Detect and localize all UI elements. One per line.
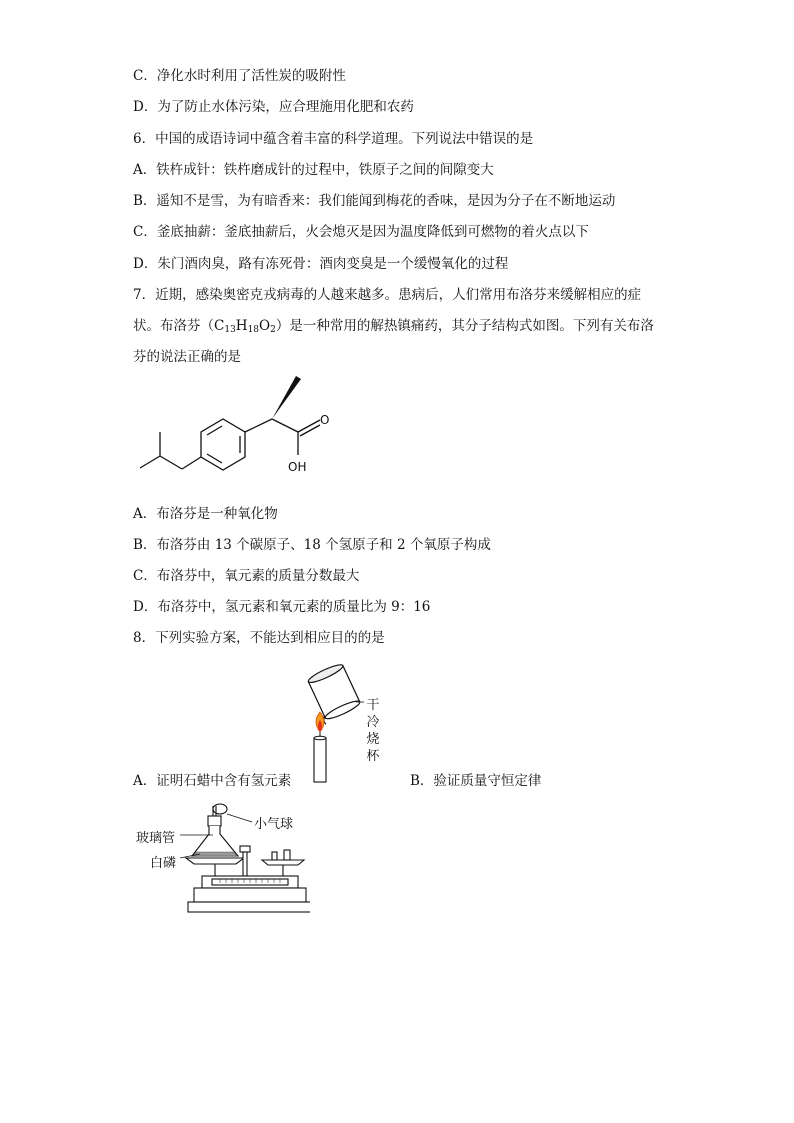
carbonyl-oxygen-label: O [320, 413, 330, 427]
formula-sub-2: 2 [270, 325, 276, 335]
formula-h: H [235, 318, 248, 334]
q7-option-a: A．布洛芬是一种氧化物 [133, 506, 278, 522]
q7-stem-line2 [133, 317, 654, 339]
q6-option-c: C．釜底抽薪：釜底抽薪后，火会熄灭是因为温度降低到可燃物的着火点以下 [133, 224, 589, 240]
ibuprofen-structure [130, 372, 370, 492]
q7-option-c: C．布洛芬中，氧元素的质量分数最大 [133, 568, 360, 584]
q7-stem-line3: 芬的说法正确的是 [133, 349, 241, 365]
formula-o: O [259, 318, 271, 334]
candle-beaker-diagram [296, 664, 376, 784]
q6-option-d: D．朱门酒肉臭，路有冻死骨：酒肉变臭是一个缓慢氧化的过程 [133, 256, 509, 272]
q5-option-c: C．净化水时利用了活性炭的吸附性 [133, 68, 346, 84]
q6-stem: 6．中国的成语诗词中蕴含着丰富的科学道理。下列说法中错误的是 [133, 131, 534, 147]
glass-tube-label: 玻璃管 [136, 831, 176, 846]
q7-stem-pre: 状。布洛芬（C [133, 318, 225, 334]
q7-stem-line1: 7．近期，感染奥密克戎病毒的人越来越多。患病后，人们常用布洛芬来缓解相应的症 [133, 287, 642, 303]
white-phosphorus-label: 白磷 [150, 856, 177, 871]
q8-option-b: B．验证质量守恒定律 [410, 773, 542, 789]
q5-option-d: D．为了防止水体污染，应合理施用化肥和农药 [133, 99, 414, 115]
q8-stem: 8．下列实验方案，不能达到相应目的的是 [133, 630, 385, 646]
balloon-label: 小气球 [254, 817, 294, 832]
q7-option-d: D．布洛芬中，氢元素和氧元素的质量比为 9：16 [133, 599, 431, 615]
q6-option-b: B．遥知不是雪，为有暗香来：我们能闻到梅花的香味，是因为分子在不断地运动 [133, 193, 616, 209]
hydroxyl-label: OH [288, 460, 307, 474]
wedge-bond [272, 376, 301, 419]
q7-option-b: B．布洛芬由 13 个碳原子、18 个氢原子和 2 个氧原子构成 [133, 537, 491, 553]
formula-sub-18: 18 [247, 325, 260, 335]
formula-sub-13: 13 [224, 325, 236, 335]
q8-option-a: A．证明石蜡中含有氢元素 [133, 773, 292, 789]
q6-option-a: A．铁杵成针：铁杵磨成针的过程中，铁原子之间的间隙变大 [133, 162, 494, 178]
beaker-label: 干冷烧杯 [366, 698, 380, 764]
q7-stem-post: ）是一种常用的解热镇痛药，其分子结构式如图。下列有关布洛 [275, 318, 654, 334]
